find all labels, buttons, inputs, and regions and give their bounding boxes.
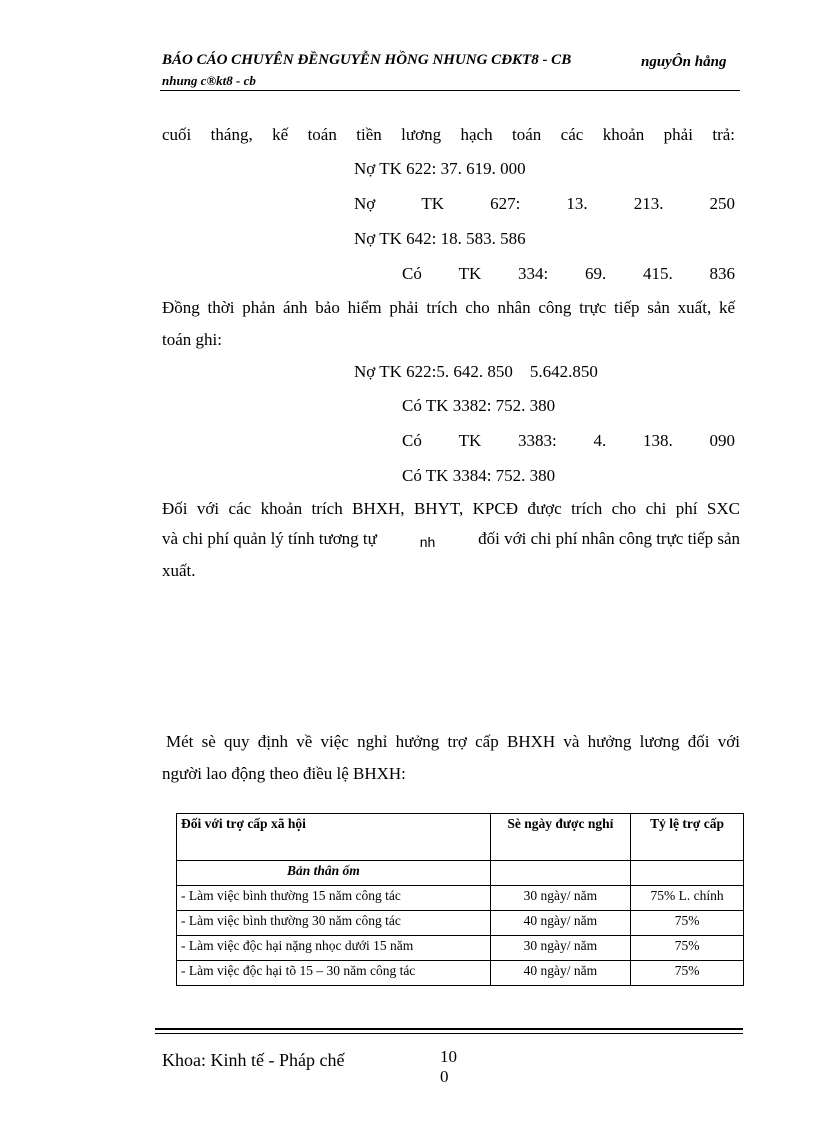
entry-4-word: 334: (518, 264, 549, 283)
para-4-line-1: Mét sè quy định về việc nghỉ hưởng trợ cấp BHXH và hưởng lương đối với (166, 732, 740, 751)
footer-rule-top (155, 1028, 743, 1030)
header-title: BÁO CÁO CHUYÊN ĐỀNGUYỄN HỒNG NHUNG CĐKT8 - CB (162, 52, 572, 68)
table-cell: 75% (631, 911, 744, 936)
table-cell: 75% (631, 961, 744, 986)
entry-6: Có TK 3382: 752. 380 (402, 396, 556, 415)
entry-2-word: Nợ (354, 194, 376, 213)
entry-7-word: Có (402, 431, 422, 450)
para-3-small-text: nh (419, 534, 436, 550)
entry-4-word: Có (402, 264, 422, 283)
para-3-line-2 (162, 522, 740, 555)
table-cell: - Làm việc bình thường 30 năm công tác (177, 911, 491, 936)
entry-4 (402, 257, 735, 290)
header-author: nguyÔn hång (641, 54, 727, 70)
table-header-row (177, 814, 744, 861)
para-2-line-1: Đồng thời phản ánh bảo hiểm phải trích cho nhân công trực tiếp sản xuất, kế (162, 298, 735, 317)
entry-4-word: 415. (643, 264, 673, 283)
table-row (177, 886, 744, 911)
table-cell: 75% (631, 936, 744, 961)
table-cell: 30 ngày/ năm (490, 936, 631, 961)
entry-7-word: 138. (643, 431, 673, 450)
footer-faculty: Khoa: Kinh tế - Pháp chế (162, 1050, 345, 1070)
allowance-table (176, 813, 744, 986)
footer-rule-bottom (155, 1033, 743, 1034)
entry-4-word: TK (458, 264, 482, 283)
table-header-cell: Tỷ lệ trợ cấp (631, 814, 744, 861)
table-header-cell: Đối với trợ cấp xã hội (177, 814, 491, 861)
entry-2-word: 250 (709, 194, 735, 213)
para-3-line-3: xuất. (162, 561, 196, 580)
para-3-line-1: Đối với các khoản trích BHXH, BHYT, KPCĐ được trích cho chi phí SXC (162, 499, 740, 518)
para-4-line-2: người lao động theo điều lệ BHXH: (162, 764, 406, 783)
entry-3: Nợ TK 642: 18. 583. 586 (354, 229, 526, 248)
table-cell (490, 861, 631, 886)
body-line-1: cuối tháng, kế toán tiền lương hạch toán các khoản phải trả: (162, 125, 735, 144)
table-subheader-row (177, 861, 744, 886)
entry-5: Nợ TK 622:5. 642. 850 5.642.850 (354, 362, 598, 381)
page-number-cont: 0 (440, 1067, 449, 1086)
entry-4-word: 836 (709, 264, 735, 283)
table-cell: 75% L. chính (631, 886, 744, 911)
table-row (177, 961, 744, 986)
table-cell: 30 ngày/ năm (490, 886, 631, 911)
entry-2-word: 13. (566, 194, 588, 213)
page-number: 10 (440, 1047, 457, 1066)
table-cell: 40 ngày/ năm (490, 911, 631, 936)
table-cell (631, 861, 744, 886)
table-cell: 40 ngày/ năm (490, 961, 631, 986)
table-subheader-cell: Bản thân ốm (177, 861, 491, 886)
entry-2-word: TK (421, 194, 445, 213)
table-cell: - Làm việc bình thường 15 năm công tác (177, 886, 491, 911)
entry-2-word: 213. (633, 194, 664, 213)
entry-2-word: 627: (490, 194, 521, 213)
table-header-cell: Sè ngày được nghỉ (490, 814, 631, 861)
header-author-cont: nhung c®kt8 - cb (162, 73, 256, 88)
entry-4-word: 69. (585, 264, 607, 283)
table-row (177, 936, 744, 961)
entry-8: Có TK 3384: 752. 380 (402, 466, 556, 485)
table-cell: - Làm việc độc hại nặng nhọc dưới 15 năm (177, 936, 491, 961)
entry-1: Nợ TK 622: 37. 619. 000 (354, 159, 526, 178)
entry-7-word: 3383: (518, 431, 557, 450)
para-2-line-2: toán ghi: (162, 330, 222, 349)
entry-7 (402, 424, 735, 457)
para-3-part-a: và chi phí quản lý tính tương tự (162, 529, 377, 548)
table-cell: - Làm việc độc hại tõ 15 – 30 năm công tác (177, 961, 491, 986)
entry-7-word: 4. (593, 431, 607, 450)
header-rule (160, 90, 740, 91)
table-row (177, 911, 744, 936)
entry-7-word: 090 (709, 431, 735, 450)
para-3-part-b: đối với chi phí nhân công trực tiếp sản (478, 529, 740, 548)
entry-2 (354, 187, 735, 220)
entry-7-word: TK (458, 431, 482, 450)
